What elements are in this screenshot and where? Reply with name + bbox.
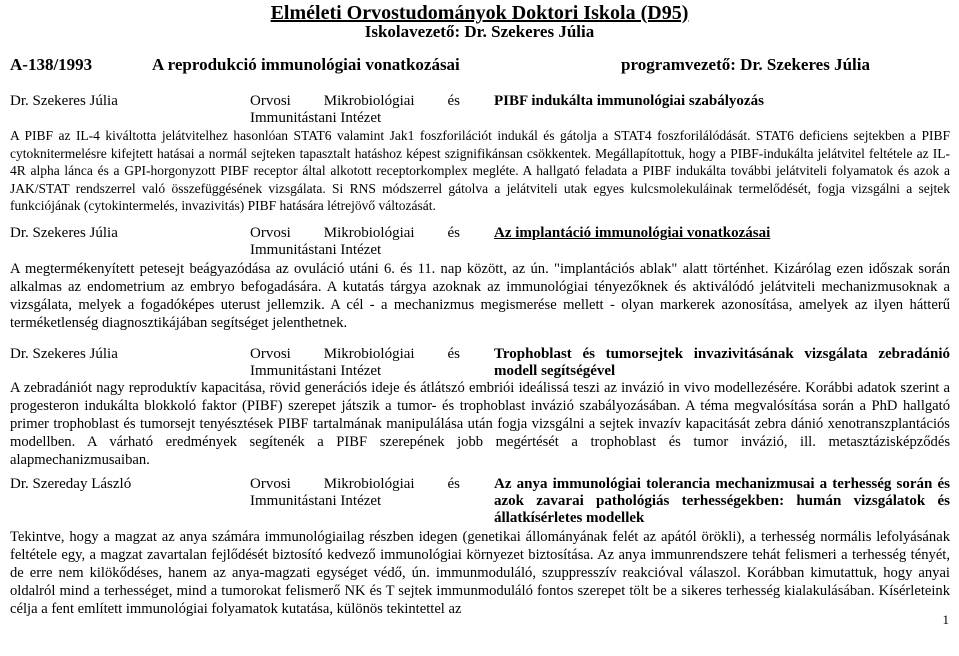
program-code: A-138/1993	[10, 55, 93, 74]
institute	[250, 93, 460, 127]
institute-line2: Immunitástani Intézet	[250, 110, 382, 126]
institute-line1: Orvosi Mikrobiológiai és	[250, 225, 460, 241]
institute	[250, 225, 460, 259]
topic-title: Az anya immunológiai tolerancia mechanizmusai a terhesség során és azok zavarai pathológiás terhességekben: humán vizsgálatok és állatkísérletes modellek	[494, 476, 950, 526]
institute-line2: Immunitástani Intézet	[250, 242, 382, 258]
institute	[250, 346, 460, 380]
topic-title: Az implantáció immunológiai vonatkozásai	[494, 225, 771, 241]
supervisor-name: Dr. Szekeres Júlia	[10, 93, 118, 109]
page-number: 1	[942, 612, 949, 627]
supervisor-name: Dr. Szekeres Júlia	[10, 346, 118, 362]
topic-title: PIBF indukálta immunológiai szabályozás	[494, 93, 764, 109]
supervisor-name: Dr. Szereday László	[10, 476, 132, 492]
institute-line1: Orvosi Mikrobiológiai és	[250, 346, 460, 362]
institute	[250, 476, 460, 510]
topic-title: Trophoblast és tumorsejtek invazivitásának vizsgálata zebradánió modell segítségével	[494, 346, 950, 379]
program-leader: programvezető: Dr. Szekeres Júlia	[621, 55, 870, 74]
topic-description: A zebradániót nagy reproduktív kapacitása, rövid generációs ideje és átlátszó embriói ideálissá teszi az invázió in vivo modellezésére. Korábbi adatok szerint a progesteron indukálta blokkoló faktor (PIBF) szerepet játszik a tumor- és trophoblast invázió szabályozásában. A téma megvalósítása során a PhD hallgató primer trophoblast és tumorsejt tenyésztések PIBF tartalmának manipulálása után fogja vizsgálni a sejtek invazív kapacitását zebra dánió xenotranszplantációs modellben. A várható eredmények segítenék a PIBF szerepének jobb megértését a trophoblast és tumor invázió, ill. metasztázisképződés alapmechanizmusaiban.	[10, 380, 950, 468]
institute-line2: Immunitástani Intézet	[250, 493, 382, 509]
institute-line1: Orvosi Mikrobiológiai és	[250, 93, 460, 109]
program-title: A reprodukció immunológiai vonatkozásai	[152, 55, 460, 74]
institute-line2: Immunitástani Intézet	[250, 363, 382, 379]
school-leader: Iskolavezető: Dr. Szekeres Júlia	[364, 22, 595, 41]
doctoral-school-title: Elméleti Orvostudományok Doktori Iskola (D95)	[270, 2, 689, 24]
topic-description: A megtermékenyített petesejt beágyazódása az ovuláció utáni 6. és 11. nap között, az ún. "implantációs ablak" alatt történhet. Kizárólag ezen időszak során alkalmas az endometrium az embryo befogadására. A kutatás tárgya azoknak az immunológiai tényezőknek és aktiválódó jelátviteli mechanizmusoknak a vizsgálata, melyek a fogadóképes uterust jellemzik. A cél - a mechanizmus megismerése mellett - olyan markerek azonosítása, amelyek az ilyen hátterű terméketlenség diagnosztikájában segítséget jelenthetnek.	[10, 261, 950, 331]
topic-description: Tekintve, hogy a magzat az anya számára immunológiailag részben idegen (genetikai állományának felét az apától örökli), a terhesség normális lefolyásának feltétele egy, a magzat zavartalan fejlődését biztosító kedvező immunológiai környezet biztosítása. Az anya immunrendszere tehát felismeri a terhesség tényét, de erre nem kilökődéses, hanem az anya-magzati egységet védő, ún. immunmoduláló, szuppresszív reakcióval válaszol. Korábban kimutattuk, hogy anyai oldalról mind a terhességet, mind a tumorokat felismerő NK és T sejtek immunmoduláló fontos szerepet tölt be a sikeres terhesség kialakulásában. Kísérleteink célja a fent említett immunológiai folyamatok kutatása, különös tekintettel az	[10, 529, 950, 617]
supervisor-name: Dr. Szekeres Júlia	[10, 225, 118, 241]
topic-description: A PIBF az IL-4 kiváltotta jelátvitelhez hasonlóan STAT6 valamint Jak1 foszforilációt indukál és gátolja a STAT4 foszforilálódását. STAT6 deficiens sejtekben a PIBF cytoknitermelésre kifejtett hatásai a normál sejteken tapasztalt hatáshoz képest szignifikánsan csökkentek. Megállapítottuk, hogy a PIBF-indukálta jelátvitel feltétele az IL-4R alpha lánca és a GPI-horgonyzott PIBF receptor által alkotott receptorkomplex megléte. A hallgató feladata a PIBF indukálta további jelátviteli folyamatok és azok a JAK/STAT rendszerrel való összefüggésének vizsgálata. Si RNS módszerrel gátolva a jelátviteli utak egyes kulcsmolekuláinak termelődését, fogja vizsgálni a sejtek funkciójának (cytokintermelés, invazivitás) PIBF hatására létrejövő változását.	[10, 128, 950, 213]
institute-line1: Orvosi Mikrobiológiai és	[250, 476, 460, 492]
program-row	[10, 55, 950, 79]
